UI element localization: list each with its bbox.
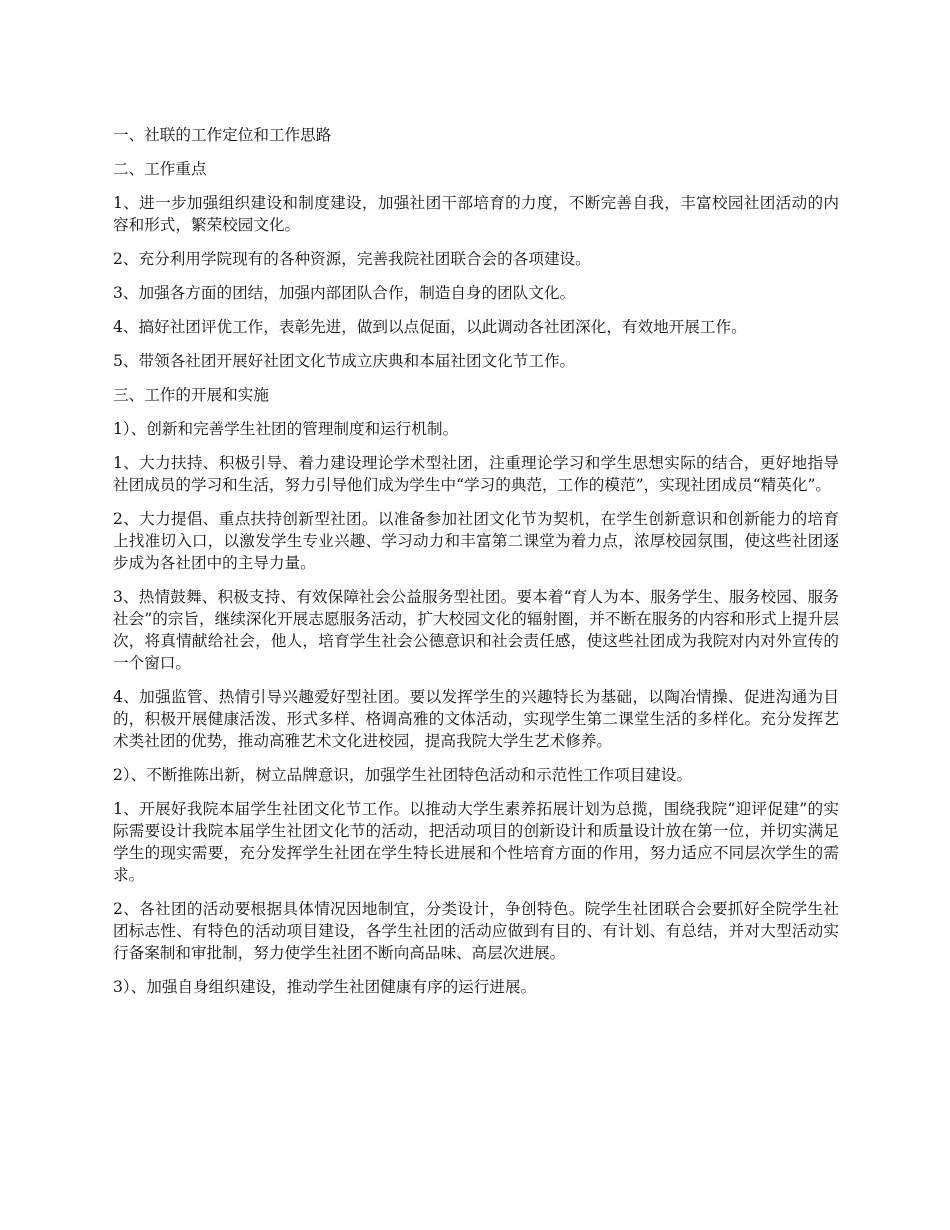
heading-section-2: 二、工作重点 [113, 160, 207, 178]
paragraph-focus-5: 5、带领各社团开展好社团文化节成立庆典和本届社团文化节工作。 [113, 352, 576, 370]
paragraph-focus-2: 2、充分利用学院现有的各种资源，完善我院社团联合会的各项建设。 [113, 250, 591, 268]
paragraph-focus-1: 1、进一步加强组织建设和制度建设，加强社团干部培育的力度，不断完善自我，丰富校园社团活动的内容和形式，繁荣校园文化。 [113, 194, 839, 234]
paragraph-3-2-1: 1、开展好我院本届学生社团文化节工作。以推动大学生素养拓展计划为总揽，围绕我院“迎评促建”的实际需要设计我院本届学生社团文化节的活动，把活动项目的创新设计和质量设计放在第一位，并切实满足学生的现实需要，充分发挥学生社团在学生特长进展和个性培育方面的作用，努力适应不同层次学生的需求。 [113, 800, 839, 884]
document-body [113, 124, 839, 1010]
paragraph-3-1-1: 1、大力扶持、积极引导、着力建设理论学术型社团，注重理论学习和学生思想实际的结合，更好地指导社团成员的学习和生活，努力引导他们成为学生中“学习的典范，工作的模范”，实现社团成员“精英化”。 [113, 454, 839, 494]
paragraph-3-2-2: 2、各社团的活动要根据具体情况因地制宜，分类设计，争创特色。院学生社团联合会要抓好全院学生社团标志性、有特色的活动项目建设，各学生社团的活动应做到有目的、有计划、有总结，并对大型活动实行备案制和审批制，努力使学生社团不断向高品味、高层次进展。 [113, 900, 839, 962]
subheading-3-2: 2）、不断推陈出新，树立品牌意识，加强学生社团特色活动和示范性工作项目建设。 [113, 766, 693, 784]
paragraph-3-1-3: 3、热情鼓舞、积极支持、有效保障社会公益服务型社团。要本着“育人为本、服务学生、服务校园、服务社会”的宗旨，继续深化开展志愿服务活动，扩大校园文化的辐射圈，并不断在服务的内容和形式上提升层次，将真情献给社会，他人，培育学生社会公德意识和社会责任感，使这些社团成为我院对内对外宣传的一个窗口。 [113, 588, 839, 672]
paragraph-3-1-4: 4、加强监管、热情引导兴趣爱好型社团。要以发挥学生的兴趣特长为基础，以陶冶情操、促进沟通为目的，积极开展健康活泼、形式多样、格调高雅的文体活动，实现学生第二课堂生活的多样化。充分发挥艺术类社团的优势，推动高雅艺术文化进校园，提高我院大学生艺术修养。 [113, 688, 839, 750]
subheading-3-3: 3）、加强自身组织建设，推动学生社团健康有序的运行进展。 [113, 978, 537, 996]
paragraph-focus-3: 3、加强各方面的团结，加强内部团队合作，制造自身的团队文化。 [113, 284, 576, 302]
heading-section-3: 三、工作的开展和实施 [113, 386, 269, 404]
paragraph-focus-4: 4、搞好社团评优工作，表彰先进，做到以点促面，以此调动各社团深化，有效地开展工作。 [113, 318, 747, 336]
heading-section-1: 一、社联的工作定位和工作思路 [113, 126, 332, 144]
paragraph-3-1-2: 2、大力提倡、重点扶持创新型社团。以准备参加社团文化节为契机，在学生创新意识和创新能力的培育上找准切入口，以激发学生专业兴趣、学习动力和丰富第二课堂为着力点，浓厚校园氛围，使这些社团逐步成为各社团中的主导力量。 [113, 510, 839, 572]
subheading-3-1: 1）、创新和完善学生社团的管理制度和运行机制。 [113, 420, 459, 438]
